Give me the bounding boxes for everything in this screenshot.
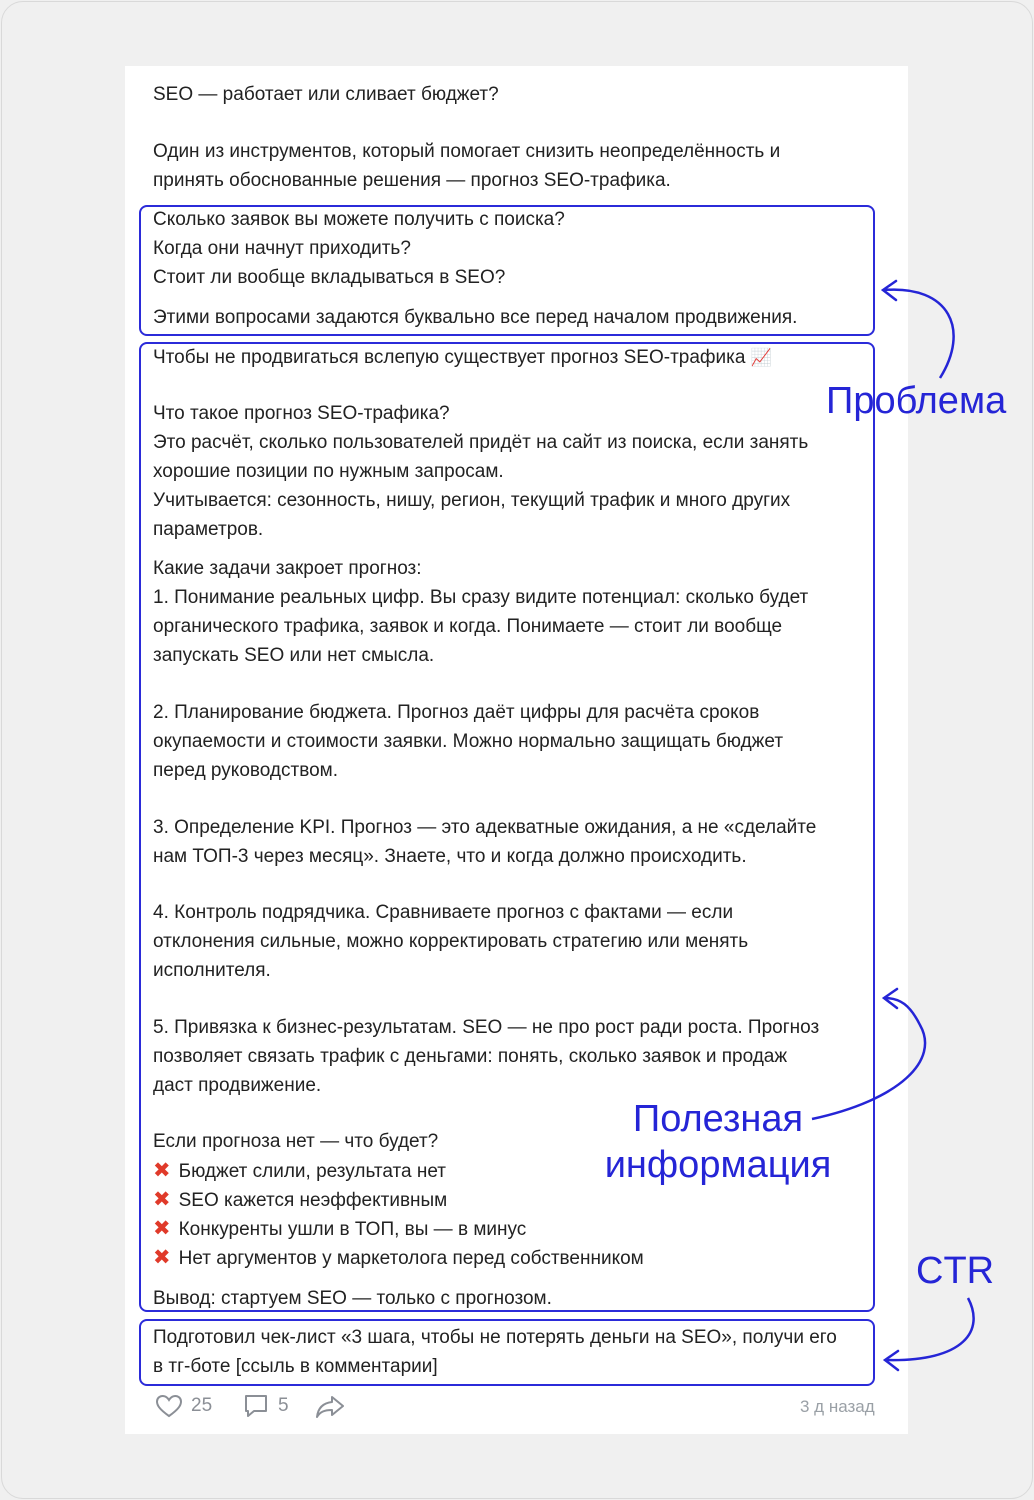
problem-line: Когда они начнут приходить? — [153, 238, 411, 259]
task-line: позволяет связать трафик с деньгами: понять, сколько заявок и продаж — [153, 1046, 788, 1067]
post-timestamp: 3 д назад — [800, 1397, 875, 1416]
what-line: хорошие позиции по нужным запросам. — [153, 461, 504, 482]
task-line: исполнителя. — [153, 960, 271, 981]
cta-line: Подготовил чек-лист «3 шага, чтобы не потерять деньги на SEO», получи его — [153, 1327, 837, 1348]
cross-icon: ✖ — [153, 1159, 171, 1182]
risks-heading: Если прогноза нет — что будет? — [153, 1131, 439, 1152]
problem-label: Проблема — [826, 380, 1007, 422]
post-title: SEO — работает или сливает бюджет? — [153, 84, 499, 105]
problem-line: Этими вопросами задаются буквально все перед началом продвижения. — [153, 307, 798, 328]
risk-item: ✖ SEO кажется неэффективным — [153, 1188, 448, 1211]
risk-item: ✖ Конкуренты ушли в ТОП, вы — в минус — [153, 1217, 527, 1240]
useful-lead-text: Чтобы не продвигаться вслепую существует прогноз SEO-трафика — [153, 347, 746, 368]
intro-line: принять обоснованные решения — прогноз SEO-трафика. — [153, 170, 671, 191]
task-line: 4. Контроль подрядчика. Сравниваете прогноз с фактами — если — [153, 902, 734, 923]
problem-line: Сколько заявок вы можете получить с поиска? — [153, 209, 565, 230]
ctr-label: CTR — [916, 1250, 995, 1292]
cta-line: в тг-боте [ссыль в комментарии] — [153, 1356, 438, 1377]
useful-label: Полезная информация — [604, 1098, 832, 1186]
conclusion: Вывод: стартуем SEO — только с прогнозом. — [153, 1288, 552, 1309]
what-line: параметров. — [153, 519, 264, 540]
task-line: нам ТОП-3 через месяц». Знаете, что и когда должно происходить. — [153, 846, 747, 867]
what-line: Это расчёт, сколько пользователей придёт на сайт из поиска, если занять — [153, 432, 809, 453]
task-line: 2. Планирование бюджета. Прогноз даёт цифры для расчёта сроков — [153, 702, 760, 723]
cross-icon: ✖ — [153, 1217, 171, 1240]
risk-item: ✖ Бюджет слили, результата нет — [153, 1159, 446, 1182]
chart-emoji-icon: 📈 — [750, 348, 772, 367]
task-line: перед руководством. — [153, 760, 338, 781]
task-line: запускать SEO или нет смысла. — [153, 645, 435, 666]
task-line: даст продвижение. — [153, 1075, 322, 1096]
cross-icon: ✖ — [153, 1188, 171, 1211]
intro-line: Один из инструментов, который помогает снизить неопределённость и — [153, 141, 781, 162]
like-count: 25 — [191, 1395, 213, 1416]
risk-item: ✖ Нет аргументов у маркетолога перед собственником — [153, 1246, 644, 1269]
task-line: 5. Привязка к бизнес-результатам. SEO — не про рост ради роста. Прогноз — [153, 1017, 820, 1038]
cross-icon: ✖ — [153, 1246, 171, 1269]
task-line: 3. Определение KPI. Прогноз — это адекватные ожидания, а не «сделайте — [153, 817, 817, 838]
problem-line: Стоит ли вообще вкладываться в SEO? — [153, 267, 506, 288]
problem-arrow — [884, 290, 954, 378]
task-line: окупаемости и стоимости заявки. Можно нормально защищать бюджет — [153, 731, 784, 752]
comment-count: 5 — [278, 1395, 289, 1416]
what-line: Учитывается: сезонность, нишу, регион, текущий трафик и много других — [153, 490, 791, 511]
tasks-heading: Какие задачи закроет прогноз: — [153, 558, 422, 579]
task-line: отклонения сильные, можно корректировать стратегию или менять — [153, 931, 749, 952]
what-line: Что такое прогноз SEO-трафика? — [153, 403, 450, 424]
task-line: 1. Понимание реальных цифр. Вы сразу видите потенциал: сколько будет — [153, 587, 809, 608]
task-line: органического трафика, заявок и когда. Понимаете — стоит ли вообще — [153, 616, 783, 637]
